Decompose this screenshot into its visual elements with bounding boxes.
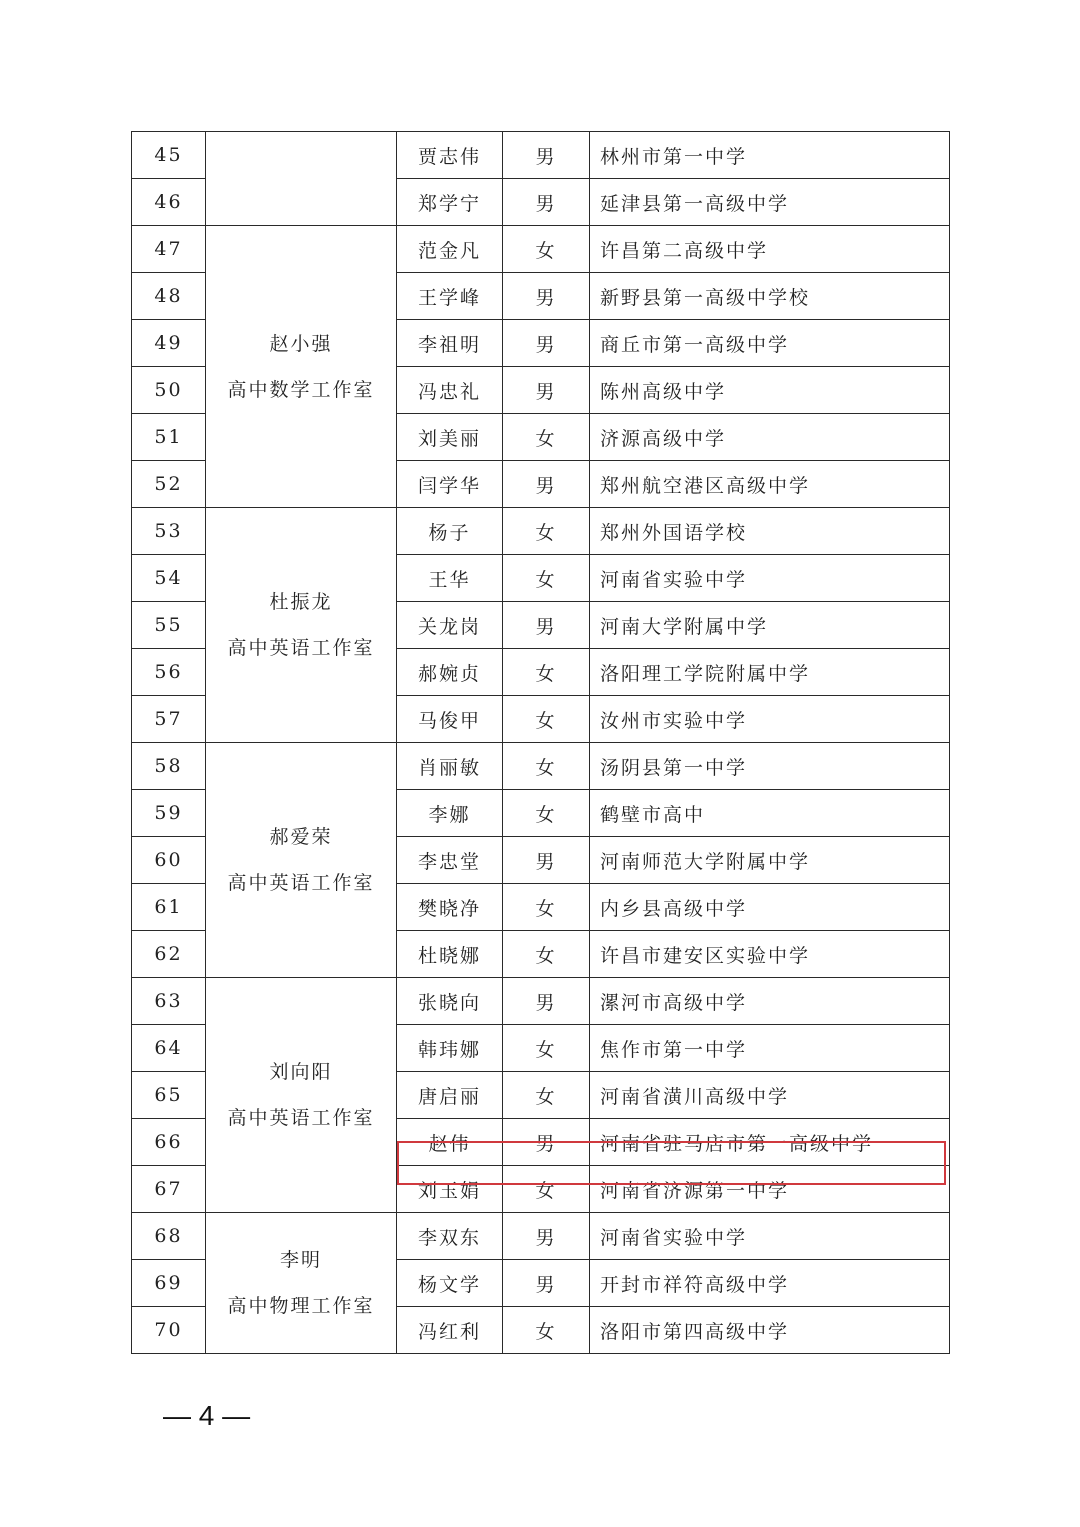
studio-cell bbox=[206, 132, 397, 226]
row-number: 67 bbox=[132, 1166, 206, 1213]
member-school: 河南省济源第一中学 bbox=[590, 1166, 950, 1213]
member-name: 李忠堂 bbox=[397, 837, 503, 884]
member-school: 河南省实验中学 bbox=[590, 1213, 950, 1260]
studio-cell bbox=[206, 1213, 397, 1354]
member-name: 张晓向 bbox=[397, 978, 503, 1025]
member-school: 河南省潢川高级中学 bbox=[590, 1072, 950, 1119]
member-gender: 女 bbox=[503, 931, 590, 978]
member-gender: 男 bbox=[503, 367, 590, 414]
row-number: 55 bbox=[132, 602, 206, 649]
member-school: 许昌市建安区实验中学 bbox=[590, 931, 950, 978]
studio-leader: 郝爱荣 bbox=[269, 826, 333, 848]
studio-leader: 赵小强 bbox=[269, 332, 333, 355]
member-name: 李双东 bbox=[397, 1213, 503, 1260]
table-row bbox=[132, 132, 950, 179]
row-number: 66 bbox=[132, 1119, 206, 1166]
member-gender: 女 bbox=[503, 508, 590, 555]
member-school: 郑州外国语学校 bbox=[590, 508, 950, 555]
studio-leader: 杜振龙 bbox=[269, 591, 333, 613]
studio-cell bbox=[206, 226, 397, 508]
member-gender: 女 bbox=[503, 1072, 590, 1119]
member-name: 冯红利 bbox=[397, 1307, 503, 1354]
member-gender: 男 bbox=[503, 1213, 590, 1260]
member-school: 济源高级中学 bbox=[590, 414, 950, 461]
member-school: 许昌第二高级中学 bbox=[590, 226, 950, 273]
row-number: 48 bbox=[132, 273, 206, 320]
member-name: 杨子 bbox=[397, 508, 503, 555]
member-school: 汝州市实验中学 bbox=[590, 696, 950, 743]
row-number: 47 bbox=[132, 226, 206, 273]
member-gender: 女 bbox=[503, 649, 590, 696]
member-school: 漯河市高级中学 bbox=[590, 978, 950, 1025]
member-school: 河南省实验中学 bbox=[590, 555, 950, 602]
row-number: 46 bbox=[132, 179, 206, 226]
studio-cell bbox=[206, 978, 397, 1213]
studio-title: 高中物理工作室 bbox=[227, 1295, 375, 1317]
member-gender: 男 bbox=[503, 1260, 590, 1307]
member-gender: 女 bbox=[503, 696, 590, 743]
member-school: 商丘市第一高级中学 bbox=[590, 320, 950, 367]
table-row bbox=[132, 743, 950, 790]
row-number: 65 bbox=[132, 1072, 206, 1119]
member-school: 郑州航空港区高级中学 bbox=[590, 461, 950, 508]
row-number: 53 bbox=[132, 508, 206, 555]
table-row bbox=[132, 508, 950, 555]
member-gender: 男 bbox=[503, 179, 590, 226]
member-gender: 男 bbox=[503, 978, 590, 1025]
member-name: 杨文学 bbox=[397, 1260, 503, 1307]
member-name: 刘美丽 bbox=[397, 414, 503, 461]
member-name: 冯忠礼 bbox=[397, 367, 503, 414]
member-gender: 女 bbox=[503, 555, 590, 602]
member-name: 马俊甲 bbox=[397, 696, 503, 743]
member-gender: 男 bbox=[503, 273, 590, 320]
member-school: 洛阳理工学院附属中学 bbox=[590, 649, 950, 696]
member-name: 王学峰 bbox=[397, 273, 503, 320]
row-number: 64 bbox=[132, 1025, 206, 1072]
studio-leader: 李明 bbox=[279, 1249, 322, 1271]
row-number: 59 bbox=[132, 790, 206, 837]
member-school: 河南省驻马店市第一高级中学 bbox=[590, 1119, 950, 1166]
member-gender: 男 bbox=[503, 1119, 590, 1166]
member-name: 闫学华 bbox=[397, 461, 503, 508]
member-gender: 女 bbox=[503, 226, 590, 273]
member-gender: 男 bbox=[503, 461, 590, 508]
studio-title: 高中英语工作室 bbox=[227, 1107, 375, 1129]
member-school: 焦作市第一中学 bbox=[590, 1025, 950, 1072]
member-gender: 女 bbox=[503, 1166, 590, 1213]
table-row bbox=[132, 1213, 950, 1260]
row-number: 52 bbox=[132, 461, 206, 508]
member-school: 河南大学附属中学 bbox=[590, 602, 950, 649]
member-school: 汤阴县第一中学 bbox=[590, 743, 950, 790]
table-row bbox=[132, 226, 950, 273]
member-gender: 女 bbox=[503, 743, 590, 790]
member-gender: 女 bbox=[503, 884, 590, 931]
row-number: 69 bbox=[132, 1260, 206, 1307]
row-number: 68 bbox=[132, 1213, 206, 1260]
row-number: 63 bbox=[132, 978, 206, 1025]
page-number: — 4 — bbox=[163, 1400, 251, 1431]
member-name: 关龙岗 bbox=[397, 602, 503, 649]
row-number: 62 bbox=[132, 931, 206, 978]
member-name: 李娜 bbox=[397, 790, 503, 837]
row-number: 70 bbox=[132, 1307, 206, 1354]
row-number: 57 bbox=[132, 696, 206, 743]
row-number: 61 bbox=[132, 884, 206, 931]
member-name: 肖丽敏 bbox=[397, 743, 503, 790]
row-number: 49 bbox=[132, 320, 206, 367]
studio-leader: 刘向阳 bbox=[269, 1061, 333, 1083]
member-gender: 男 bbox=[503, 132, 590, 179]
row-number: 58 bbox=[132, 743, 206, 790]
member-name: 范金凡 bbox=[397, 226, 503, 273]
member-gender: 女 bbox=[503, 414, 590, 461]
member-school: 新野县第一高级中学校 bbox=[590, 273, 950, 320]
table-row bbox=[132, 978, 950, 1025]
studio-title: 高中数学工作室 bbox=[227, 378, 375, 401]
member-name: 郝婉贞 bbox=[397, 649, 503, 696]
member-gender: 女 bbox=[503, 1025, 590, 1072]
member-gender: 男 bbox=[503, 602, 590, 649]
member-school: 陈州高级中学 bbox=[590, 367, 950, 414]
member-name: 贾志伟 bbox=[397, 132, 503, 179]
member-name: 李祖明 bbox=[397, 320, 503, 367]
member-name: 樊晓净 bbox=[397, 884, 503, 931]
member-school: 林州市第一中学 bbox=[590, 132, 950, 179]
member-school: 河南师范大学附属中学 bbox=[590, 837, 950, 884]
studio-title: 高中英语工作室 bbox=[227, 872, 375, 894]
member-name: 赵伟 bbox=[397, 1119, 503, 1166]
studio-cell bbox=[206, 508, 397, 743]
studio-cell bbox=[206, 743, 397, 978]
studio-title: 高中英语工作室 bbox=[227, 637, 375, 659]
member-name: 刘玉娟 bbox=[397, 1166, 503, 1213]
member-gender: 女 bbox=[503, 790, 590, 837]
member-name: 杜晓娜 bbox=[397, 931, 503, 978]
member-name: 郑学宁 bbox=[397, 179, 503, 226]
member-gender: 女 bbox=[503, 1307, 590, 1354]
row-number: 60 bbox=[132, 837, 206, 884]
member-table bbox=[131, 131, 950, 1354]
row-number: 45 bbox=[132, 132, 206, 179]
member-gender: 男 bbox=[503, 837, 590, 884]
member-name: 王华 bbox=[397, 555, 503, 602]
member-name: 唐启丽 bbox=[397, 1072, 503, 1119]
row-number: 51 bbox=[132, 414, 206, 461]
row-number: 56 bbox=[132, 649, 206, 696]
member-school: 开封市祥符高级中学 bbox=[590, 1260, 950, 1307]
member-gender: 男 bbox=[503, 320, 590, 367]
member-name: 韩玮娜 bbox=[397, 1025, 503, 1072]
row-number: 54 bbox=[132, 555, 206, 602]
member-school: 洛阳市第四高级中学 bbox=[590, 1307, 950, 1354]
member-school: 鹤壁市高中 bbox=[590, 790, 950, 837]
member-school: 延津县第一高级中学 bbox=[590, 179, 950, 226]
member-school: 内乡县高级中学 bbox=[590, 884, 950, 931]
row-number: 50 bbox=[132, 367, 206, 414]
